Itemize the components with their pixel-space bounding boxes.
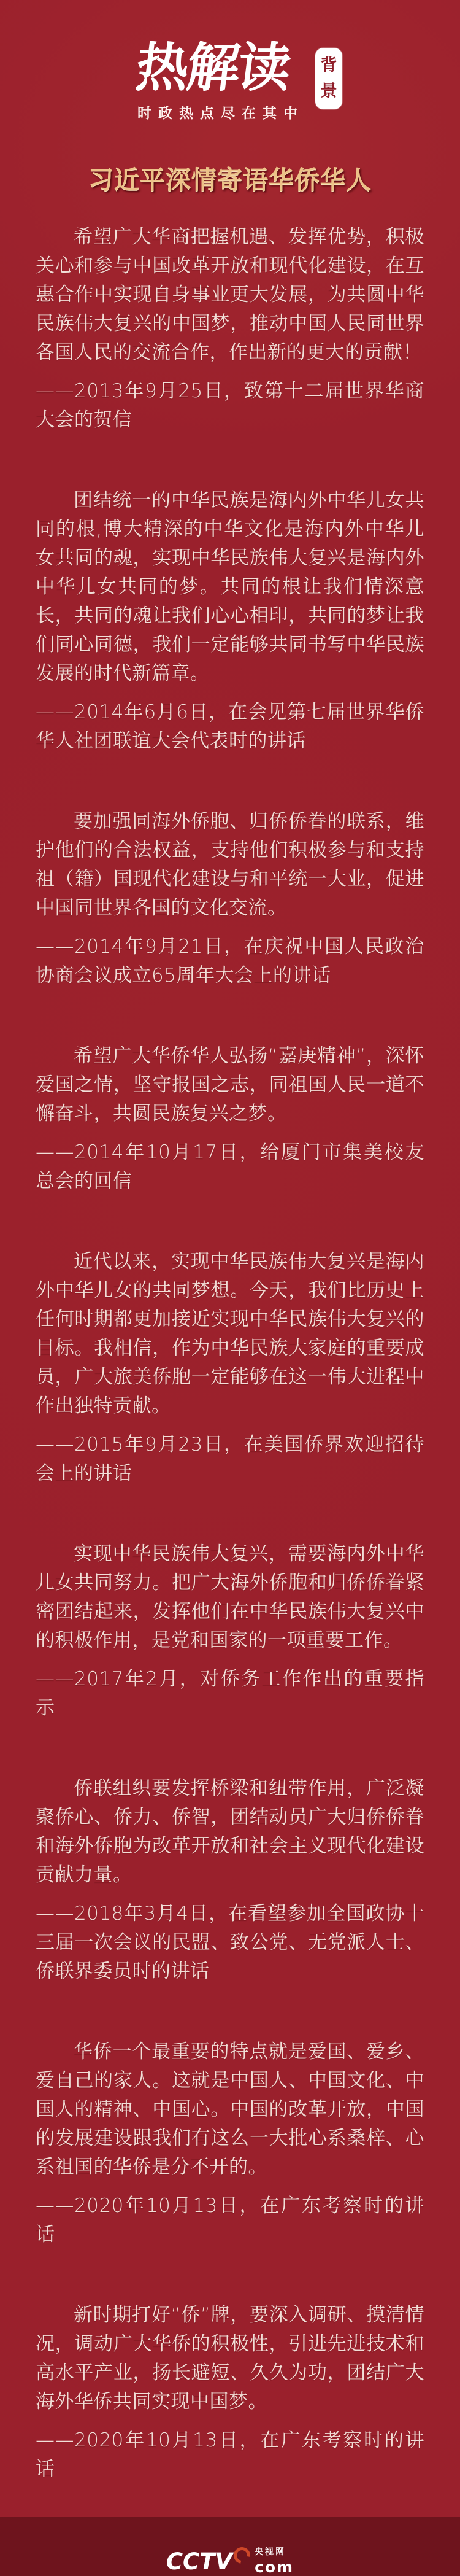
quote-text: 实现中华民族伟大复兴，需要海内外中华儿女共同努力。把广大海外侨胞和归侨侨眷紧密团结起来，发挥他们在中华民族伟大复兴中的积极作用，是党和国家的一项重要工作。	[36, 1543, 424, 1651]
cctv-logo-text: CCTV	[166, 2548, 233, 2575]
quote-attribution: ——2015年9月23日，在美国侨界欢迎招待会上的讲话	[36, 1433, 424, 1484]
quote-attribution: ——2014年9月21日，在庆祝中国人民政治协商会议成立65周年大会上的讲话	[36, 936, 424, 987]
quote-attribution: ——2020年10月13日，在广东考察时的讲话	[36, 2195, 424, 2246]
quote-block	[36, 486, 424, 756]
quote-text: 团结统一的中华民族是海内外中华儿女共同的根,博大精深的中华文化是海内外中华儿女共同的魂，实现中华民族伟大复兴是海内外中华儿女共同的梦。共同的根让我们情深意长，共同的魂让我们心心相印，共同的梦让我们同心同德，我们一定能够共同书写中华民族发展的时代新篇章。	[36, 489, 424, 685]
quote-attribution: ——2018年3月4日，在看望参加全国政协十三届一次会议的民盟、致公党、无党派人士、侨联界委员时的讲话	[36, 1903, 424, 1982]
quote-attribution: ——2020年10月13日，在广东考察时的讲话	[36, 2429, 424, 2480]
quote-text: 新时期打好“侨”牌，要深入调研、摸清情况，调动广大华侨的积极性，引进先进技术和高水平产业，扬长避短、久久为功，团结广大海外华侨共同实现中国梦。	[36, 2304, 424, 2413]
quote-block	[36, 1540, 424, 1723]
brand-header	[0, 0, 460, 153]
quote-text: 侨联组织要发挥桥梁和纽带作用，广泛凝聚侨心、侨力、侨智，团结动员广大归侨侨眷和海外侨胞为改革开放和社会主义现代化建设贡献力量。	[36, 1777, 424, 1886]
quote-attribution: ——2014年10月17日，给厦门市集美校友总会的回信	[36, 1141, 424, 1192]
cctv-footer	[0, 2548, 460, 2575]
brand-badge-label: 背景	[320, 56, 337, 101]
page-title: 习近平深情寄语华侨华人	[88, 165, 372, 195]
brand-logo-wordmark: 热解读	[132, 37, 293, 99]
quotes-content	[36, 223, 424, 2484]
quote-text: 近代以来，实现中华民族伟大复兴是海内外中华儿女的共同梦想。今天，我们比历史上任何时期都更加接近实现中华民族伟大复兴的目标。我相信，作为中华民族大家庭的重要成员，广大旅美侨胞一定能够在这一伟大进程中作出独特贡献。	[36, 1251, 424, 1417]
brand-badge	[315, 48, 342, 109]
quote-block	[36, 1774, 424, 1986]
quote-block	[36, 1247, 424, 1488]
brand-tagline: 时政热点尽在其中	[137, 106, 304, 122]
quote-text: 华侨一个最重要的特点就是爱国、爱乡、爱自己的家人。这就是中国人、中国文化、中国人的精神、中国心。中国的改革开放，中国的发展建设跟我们有这么一大批心系桑梓、心系祖国的华侨是分不开的。	[36, 2041, 424, 2178]
cctv-com-label: com	[255, 2558, 294, 2576]
cctv-cn-label: 央视网	[255, 2547, 286, 2557]
quote-block	[36, 2301, 424, 2484]
quote-text: 希望广大华侨华人弘扬“嘉庚精神”，深怀爱国之情，坚守报国之志，同祖国人民一道不懈奋斗，共圆民族复兴之梦。	[36, 1045, 424, 1125]
quote-attribution: ——2014年6月6日，在会见第七届世界华侨华人社团联谊大会代表时的讲话	[36, 701, 424, 752]
quote-block	[36, 1042, 424, 1196]
quote-block	[36, 2038, 424, 2249]
quote-attribution: ——2017年2月，对侨务工作作出的重要指示	[36, 1668, 424, 1719]
quote-text: 要加强同海外侨胞、归侨侨眷的联系，维护他们的合法权益，支持他们积极参与和支持祖（籍）国现代化建设与和平统一大业，促进中国同世界各国的文化交流。	[36, 810, 424, 919]
cctv-logo-right	[255, 2548, 294, 2575]
quote-block	[36, 807, 424, 990]
quote-block	[36, 223, 424, 435]
cctv-swirl-icon	[231, 2543, 254, 2567]
quote-text: 希望广大华商把握机遇、发挥优势，积极关心和参与中国改革开放和现代化建设，在互惠合作中实现自身事业更大发展，为共圆中华民族伟大复兴的中国梦，推动中国人民同世界各国人民的交流合作，作出新的更大的贡献！	[36, 226, 424, 363]
quote-attribution: ——2013年9月25日，致第十二届世界华商大会的贺信	[36, 380, 424, 431]
